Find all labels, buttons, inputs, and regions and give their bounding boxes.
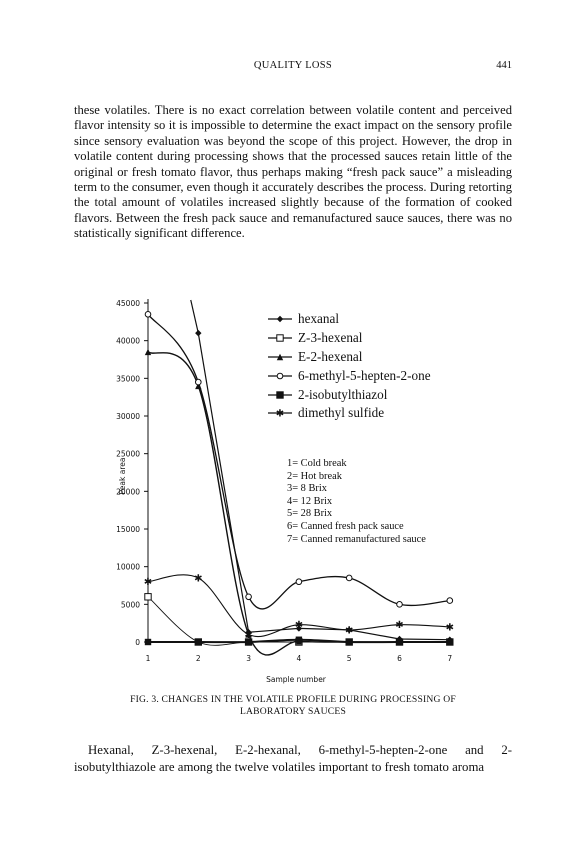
legend-marker (266, 407, 294, 419)
data-point (397, 602, 403, 608)
y-tick-label: 45000 (116, 299, 140, 308)
data-point (145, 594, 151, 600)
data-point (346, 639, 352, 645)
y-tick-label: 15000 (116, 525, 140, 534)
legend-marker (266, 332, 294, 344)
data-point (296, 637, 302, 643)
legend-label: Z-3-hexenal (298, 330, 363, 346)
y-tick-label: 10000 (116, 562, 140, 572)
legend-item (266, 385, 431, 404)
data-point: ✱ (244, 629, 253, 641)
x-tick-label: 6 (397, 654, 402, 663)
data-point (396, 639, 402, 645)
y-tick-label: 40000 (116, 336, 140, 346)
sample-key-item: 1= Cold break (287, 458, 347, 469)
data-point (246, 594, 252, 600)
sample-key-item: 2= Hot break (287, 470, 342, 482)
data-point (447, 598, 453, 604)
data-point (195, 330, 201, 336)
legend-label: E-2-hexenal (298, 348, 363, 364)
figure-caption-line-2: LABORATORY SAUCES (239, 706, 347, 717)
legend-label: hexanal (298, 311, 340, 327)
legend-marker (266, 370, 294, 382)
data-point: ✱ (294, 620, 304, 632)
figure-caption-line-1: FIG. 3. CHANGES IN THE VOLATILE PROFILE DURING PROCESSING OF (130, 694, 456, 705)
data-point (346, 575, 352, 581)
body-paragraph-2: Hexanal, Z-3-hexenal, E-2-hexanal, 6-methyl-5-hepten-2-one and 2-isobutylthiazole are among the twelve volatiles important to fresh tomato aroma (74, 743, 512, 774)
x-tick-label: 5 (346, 654, 352, 663)
y-tick-label: 20000 (116, 487, 140, 497)
legend-marker (266, 351, 294, 363)
chart-legend (266, 310, 431, 423)
page-number: 441 (496, 60, 512, 71)
y-axis-title: Peak area (118, 457, 127, 495)
sample-key-item: 5= 28 Brix (287, 508, 333, 520)
x-axis-title: Sample number (266, 675, 326, 684)
sample-key-item: 4= 12 Brix (287, 495, 333, 507)
y-tick-label: 25000 (116, 449, 140, 459)
data-point (145, 312, 151, 318)
legend-item (266, 366, 431, 385)
legend-label: dimethyl sulfide (298, 405, 385, 421)
legend-label: 2-isobutylthiazol (298, 386, 388, 402)
y-tick-label: 35000 (116, 374, 140, 384)
y-tick-label: 5000 (120, 600, 140, 610)
data-point (447, 639, 453, 645)
data-point (296, 579, 302, 585)
data-point (195, 639, 201, 645)
y-tick-label: 0 (135, 638, 140, 647)
body-paragraph-1: these volatiles. There is no exact correlation between volatile content and perceived flavor intensity so it is impossible to determine the exact impact on the sensory profile since sensory evaluation was beyond the scope of this project. However, the drop in volatile content during processing shows that the processed sauces retain little of the original or fresh tomato flavor, thus perhaps making “fresh pack sauce” a misleading term to the consumer, even though it accurately describes the process. During retorting the total amount of volatiles increased slightly because of the formation of cooked flavors. Between the fresh pack sauce and remanufactured sauce sauces, there was no statistically significant difference. (74, 103, 512, 241)
legend-marker (266, 313, 294, 325)
legend-item (266, 329, 431, 348)
legend-label: 6-methyl-5-hepten-2-one (298, 367, 431, 383)
x-tick-label: 4 (296, 654, 302, 663)
legend-item (266, 310, 431, 329)
data-point: ✱ (345, 625, 354, 637)
legend-item (266, 404, 431, 423)
sample-key-item: 7= Canned remanufactured sauce (287, 533, 426, 545)
x-tick-label: 2 (195, 654, 201, 663)
data-point: ✱ (395, 620, 404, 632)
y-tick-label: 30000 (116, 412, 140, 421)
legend-item (266, 348, 431, 367)
sample-key (287, 458, 426, 546)
figure-caption (74, 694, 512, 718)
sample-key-item: 6= Canned fresh pack sauce (287, 520, 404, 532)
legend-marker (266, 389, 294, 401)
x-tick-label: 7 (447, 654, 453, 663)
data-point: ✱ (194, 573, 203, 585)
data-point: ✱ (143, 577, 153, 589)
data-point (196, 379, 202, 385)
running-title: QUALITY LOSS (253, 60, 333, 71)
x-tick-label: 1 (145, 654, 151, 663)
svg-text:✱: ✱ (275, 408, 285, 420)
data-point (145, 639, 151, 645)
x-tick-label: 3 (246, 654, 251, 663)
data-point (145, 349, 151, 355)
data-point: ✱ (445, 622, 454, 634)
sample-key-item: 3= 8 Brix (287, 483, 327, 495)
